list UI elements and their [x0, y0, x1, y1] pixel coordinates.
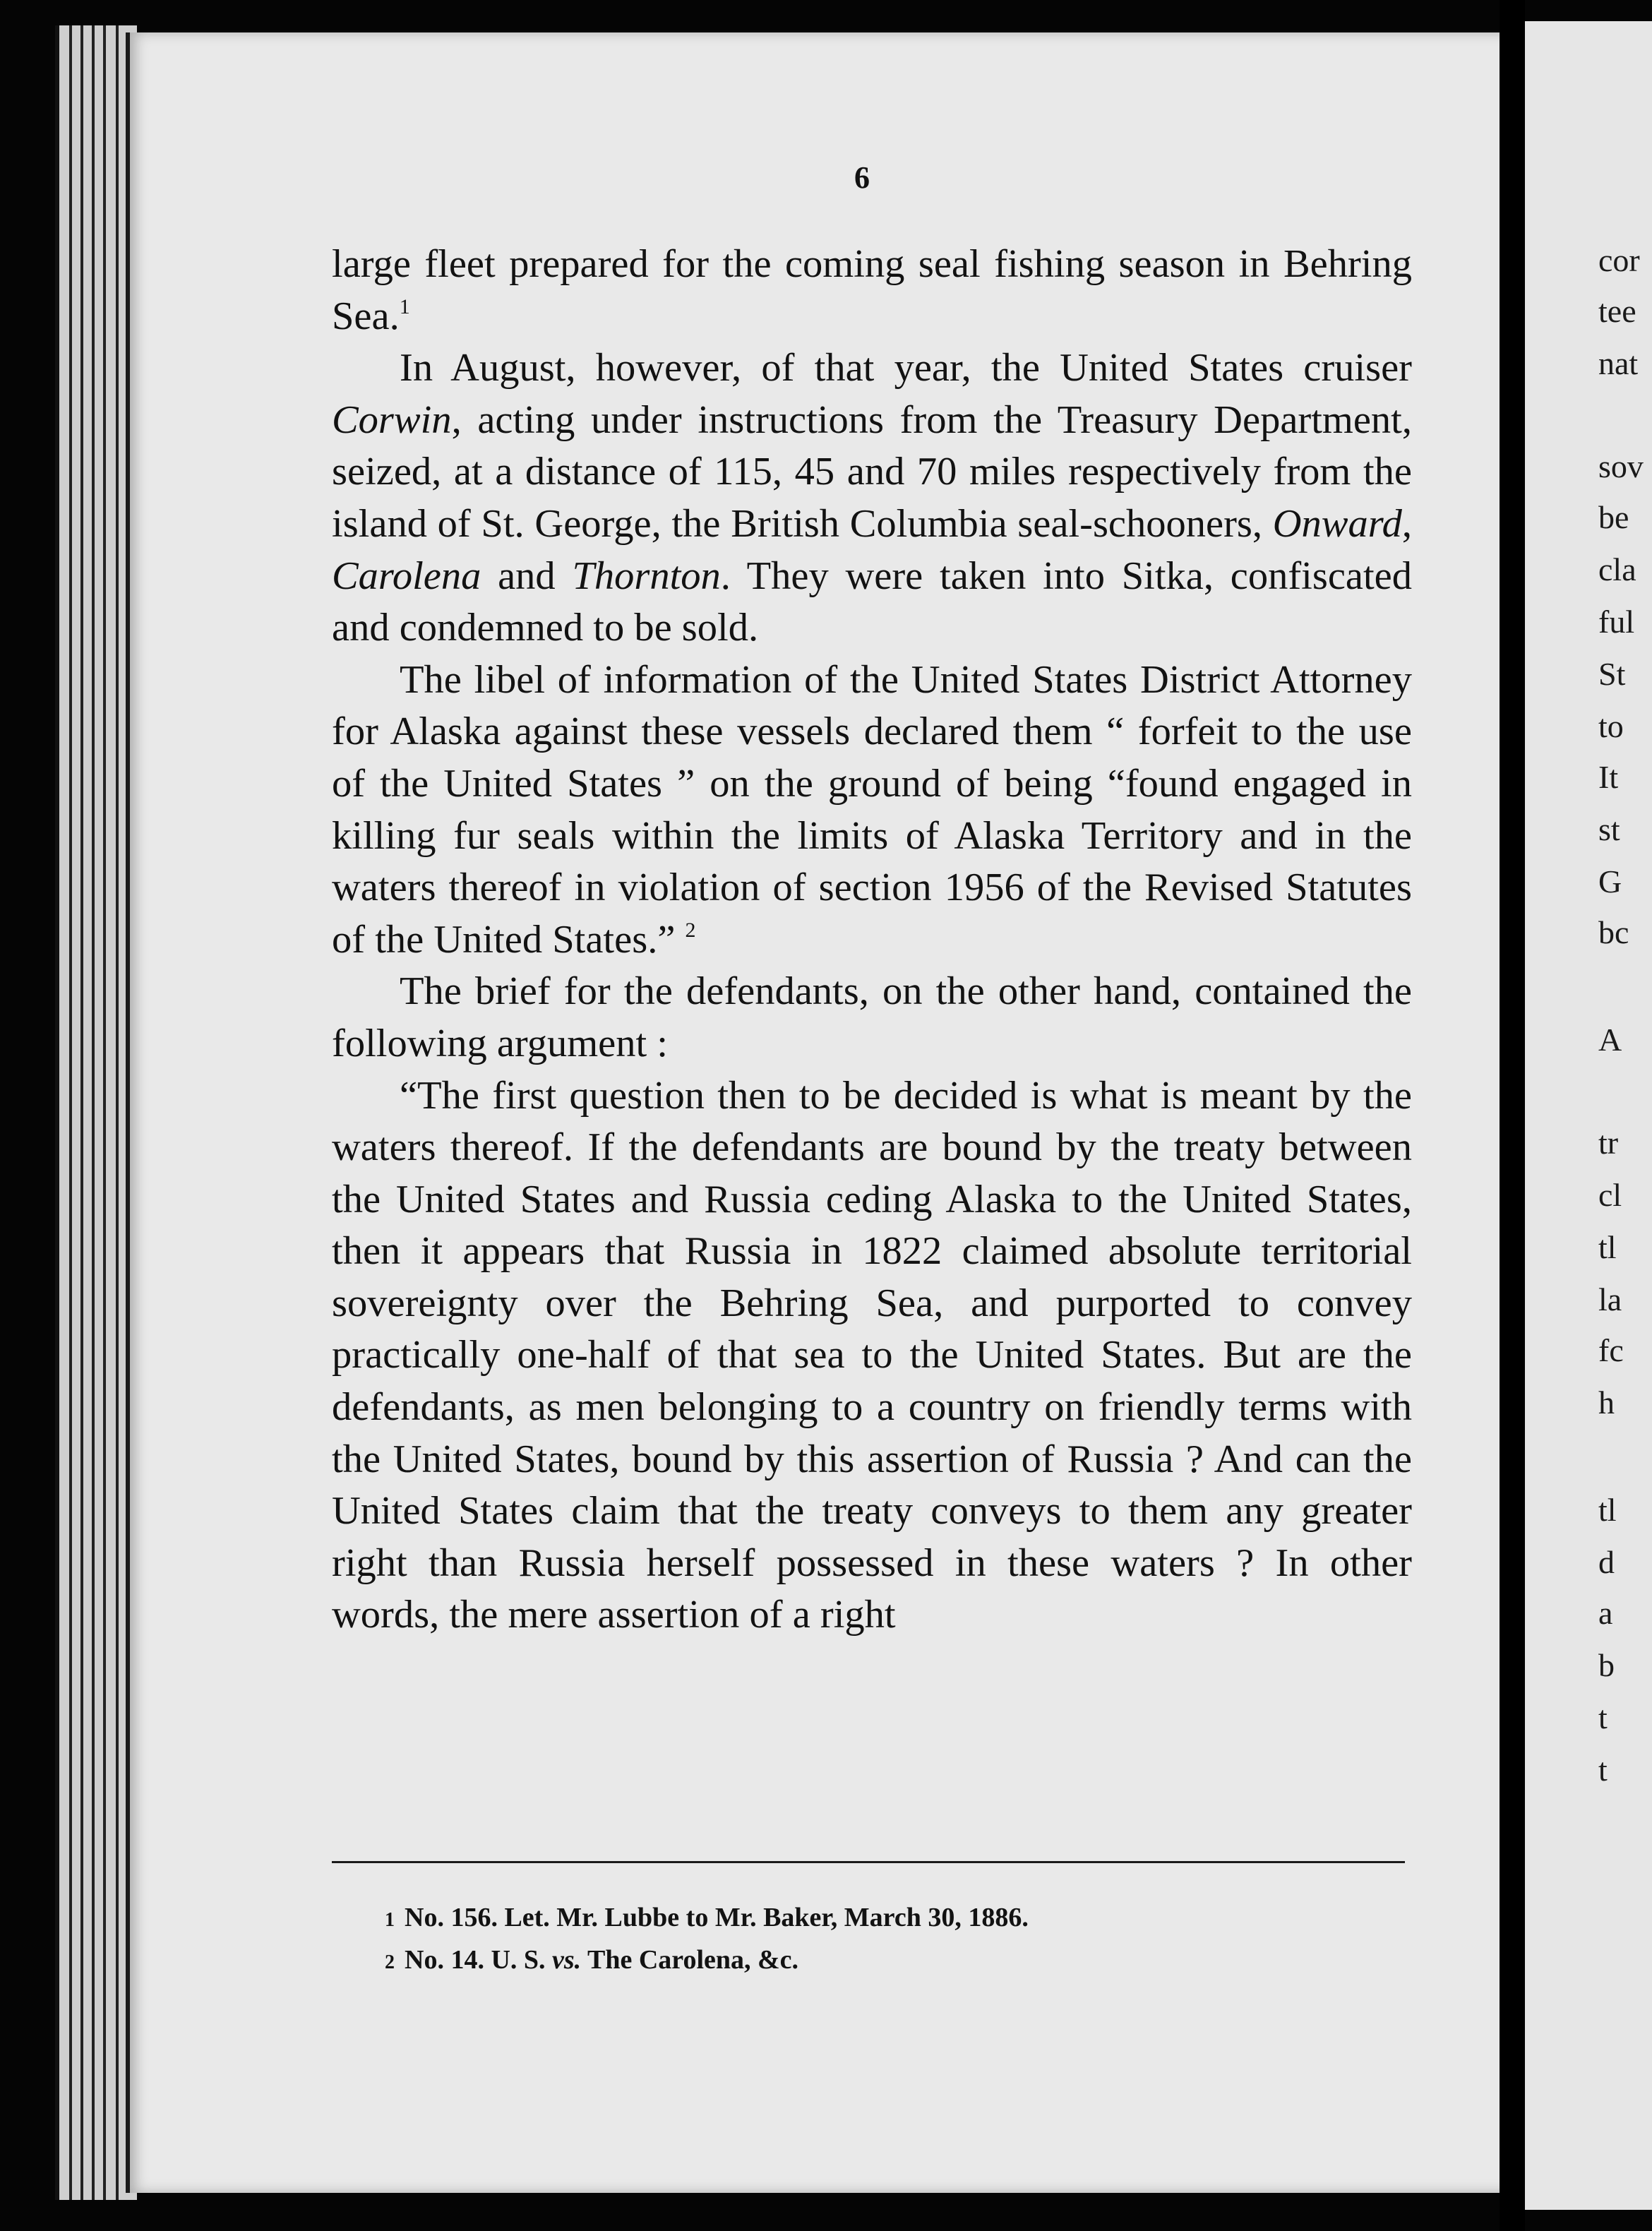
facing-page-fragment: d: [1598, 1544, 1615, 1580]
facing-page-fragment: t: [1598, 1699, 1608, 1735]
facing-page-fragment: to: [1598, 708, 1624, 744]
facing-page-fragment: be: [1598, 499, 1629, 535]
facing-page-fragment: A: [1598, 1022, 1622, 1058]
footnote: [385, 1898, 1415, 1940]
page-number: 6: [854, 160, 870, 195]
italic-text: Corwin: [332, 397, 452, 442]
facing-page-fragment: la: [1598, 1281, 1622, 1317]
facing-page-fragment: fc: [1598, 1332, 1624, 1368]
facing-page-fragment: bc: [1598, 914, 1629, 950]
binding-rule: [80, 25, 83, 2200]
page-gutter: [1500, 0, 1525, 2231]
facing-page-fragment: ful: [1598, 604, 1635, 640]
italic-text: Carolena: [332, 554, 481, 598]
text-run: , acting under instructions from the Treasury Department, seized, at a distance of 115, 45 and 70 miles respectively from the island of St. George, the British Columbia seal-schooners,: [332, 397, 1412, 546]
binding-rule: [103, 25, 106, 2200]
facing-page-fragment: St: [1598, 656, 1626, 692]
footnote-mark: 2: [385, 1951, 395, 1973]
facing-page-fragment: G: [1598, 863, 1622, 899]
binding-rule: [116, 25, 119, 2200]
footnote-divider: [332, 1861, 1405, 1863]
facing-page-fragment: tl: [1598, 1492, 1617, 1528]
paragraph: [332, 342, 1412, 654]
facing-page-fragment: sov: [1598, 448, 1644, 484]
paragraph: [332, 239, 1412, 342]
italic-text: vs.: [552, 1945, 582, 1975]
facing-page: [1525, 21, 1652, 2210]
text-run: “The first question then to be decided is what is meant by the waters thereof. If the defendants are bound by the treaty between the United States and Russia ceding Alaska to the United States, then it appears that Russia in 1822 claimed absolute territorial sovereignty over the Behring Sea, and purported to convey practically one-half of that sea to the United States. But are the defendants, as men belonging to a country on friendly terms with the United States, bound by this assertion of Russia ? And can the United States claim that the treaty conveys to them any greater right than Russia herself possessed in these waters ? In other words, the mere assertion of a right: [332, 1073, 1412, 1637]
facing-page-fragment: cla: [1598, 551, 1636, 587]
facing-page-fragment: tr: [1598, 1125, 1619, 1161]
binding-rule: [69, 25, 72, 2200]
text-run: large fleet prepared for the coming seal fishing season in Behring Sea.: [332, 242, 1412, 338]
footnote: [385, 1940, 1415, 1982]
book-binding-edge: [55, 25, 137, 2200]
facing-page-fragment: h: [1598, 1384, 1615, 1420]
body-text: [332, 239, 1412, 1641]
binding-rule: [92, 25, 95, 2200]
text-run: and: [481, 554, 573, 598]
facing-page-fragment: b: [1598, 1647, 1615, 1683]
facing-page-fragment: It: [1598, 759, 1619, 795]
footnote-mark: 1: [385, 1909, 395, 1931]
facing-page-fragment: t: [1598, 1752, 1608, 1788]
footnote-reference: 2: [685, 918, 696, 942]
italic-text: Onward: [1272, 501, 1402, 546]
text-run: The brief for the defendants, on the other hand, contained the following argument :: [332, 969, 1412, 1065]
italic-text: Thornton: [572, 554, 721, 598]
facing-page-fragment: cor: [1598, 242, 1640, 278]
paragraph: [332, 654, 1412, 967]
text-run: The Carolena, &c.: [581, 1945, 799, 1975]
facing-page-fragment: nat: [1598, 345, 1639, 381]
footnotes: [385, 1898, 1415, 1982]
facing-page-fragment: st: [1598, 811, 1620, 847]
facing-page-fragment: cl: [1598, 1177, 1622, 1213]
text-run: ,: [1401, 501, 1412, 546]
text-run: No. 156. Let. Mr. Lubbe to Mr. Baker, March 30, 1886.: [405, 1903, 1029, 1932]
paragraph: [332, 966, 1412, 1070]
facing-page-fragment: tee: [1598, 293, 1636, 329]
facing-page-fragment: a: [1598, 1595, 1613, 1631]
facing-page-fragment: tl: [1598, 1229, 1617, 1265]
footnote-reference: 1: [399, 294, 410, 318]
text-run: The libel of information of the United States District Attorney for Alaska against these vessels declared them “ forfeit to the use of the United States ” on the ground of being “found engaged in killing fur seals within the limits of Alaska Territory and in the waters thereof in violation of section 1956 of the Revised Statutes of the United States.”: [332, 657, 1412, 962]
text-run: No. 14. U. S.: [405, 1945, 553, 1975]
text-run: In August, however, of that year, the United States cruiser: [400, 346, 1412, 390]
text-run: . They were taken into Sitka, confiscated and condemned to be sold.: [332, 554, 1413, 650]
paragraph: [332, 1070, 1412, 1642]
